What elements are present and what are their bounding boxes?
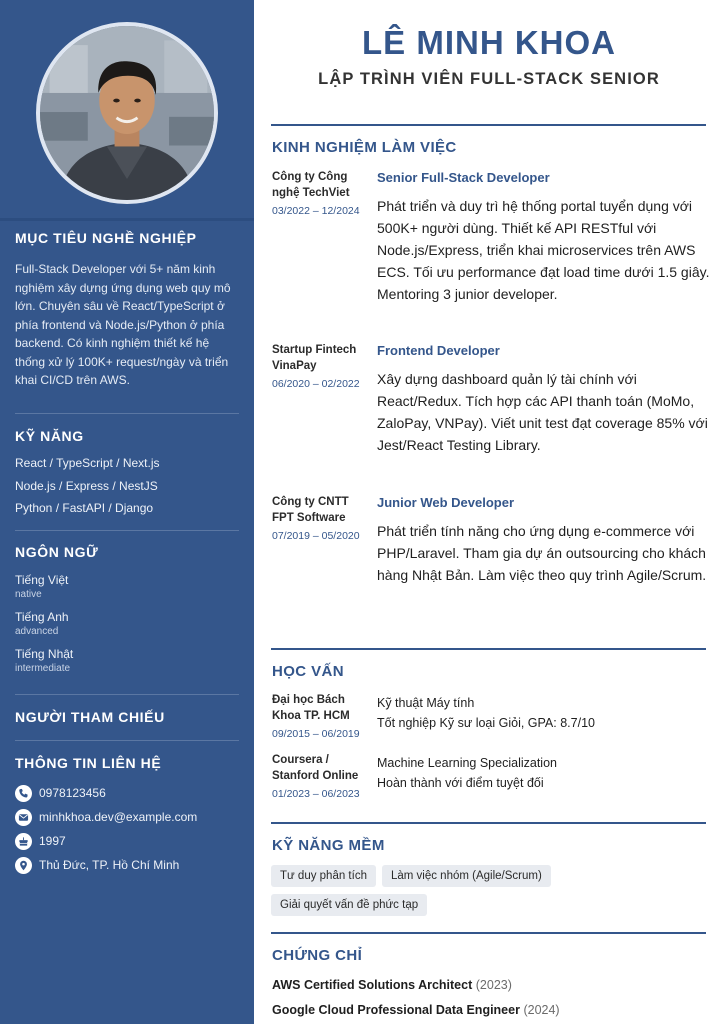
soft-skill-tag: Tư duy phân tích (271, 865, 376, 887)
job-position: Junior Web Developer (377, 495, 515, 510)
education-school: Coursera / Stanford Online (272, 754, 359, 782)
sidebar (0, 0, 254, 1024)
education-major: Kỹ thuật Máy tính (377, 696, 475, 710)
skill-item: Node.js / Express / NestJS (15, 478, 158, 493)
candidate-name: LÊ MINH KHOA (362, 24, 616, 61)
skill-item: React / TypeScript / Next.js (15, 456, 160, 470)
contact-birth-year (15, 829, 239, 853)
job-company: Công ty Công nghệ TechViet (272, 171, 350, 199)
candidate-role: LẬP TRÌNH VIÊN FULL-STACK SENIOR (318, 70, 660, 88)
skills-section (15, 428, 239, 520)
education-dates: 01/2023 – 06/2023 (272, 788, 360, 800)
email-icon (15, 809, 32, 826)
experience-title: KINH NGHIỆM LÀM VIỆC (272, 139, 457, 156)
references-section (15, 709, 239, 725)
sidebar-divider (15, 740, 239, 741)
soft-skills-title: KỸ NĂNG MỀM (272, 837, 385, 854)
soft-skill-tag: Làm việc nhóm (Agile/Scrum) (382, 865, 551, 887)
main-content (254, 0, 724, 1024)
certificate-item (272, 978, 512, 992)
language-name: Tiếng Việt (15, 573, 69, 587)
skill-item: Python / FastAPI / Django (15, 501, 154, 515)
language-name: Tiếng Anh (15, 610, 69, 624)
job-company: Công ty CNTT FPT Software (272, 496, 349, 524)
objective-text: Full-Stack Developer với 5+ năm kinh nghiệm xây dựng ứng dụng web quy mô lớn. Chuyên sâu về React/TypeScript ở phía frontend và Node.js/Python ở phía backend. Có kinh nghiệm thiết kế hệ thống xử lý 100K+ request/ngày và triển khai CI/CD trên AWS. (15, 262, 231, 387)
section-rule (271, 648, 706, 650)
cake-icon (15, 833, 32, 850)
sidebar-separator-band (0, 218, 254, 221)
job-position: Frontend Developer (377, 343, 500, 358)
section-rule (271, 932, 706, 934)
certificate-item (272, 1003, 560, 1017)
certificate-year: (2023) (475, 978, 512, 992)
soft-skill-tag: Giải quyết vấn đề phức tạp (271, 894, 427, 916)
language-level: native (15, 589, 42, 600)
contact-section (15, 755, 239, 877)
education-major: Machine Learning Specialization (377, 756, 557, 770)
job-position: Senior Full-Stack Developer (377, 170, 550, 185)
certificates-title: CHỨNG CHỈ (272, 947, 363, 964)
languages-section (15, 544, 239, 683)
education-title: HỌC VẤN (272, 663, 344, 680)
language-level: advanced (15, 626, 59, 637)
education-dates: 09/2015 – 06/2019 (272, 728, 360, 740)
contact-email[interactable] (15, 805, 239, 829)
certificate-name: Google Cloud Professional Data Engineer (272, 1003, 520, 1017)
birth-year-text: 1997 (39, 834, 66, 848)
objective-title: MỤC TIÊU NGHỀ NGHIỆP (15, 230, 197, 246)
language-level: intermediate (15, 663, 71, 674)
job-description: Phát triển và duy trì hệ thống portal tuyển dụng với 500K+ người dùng. Thiết kế API RESTful với Node.js/Express, triển khai microservices trên AWS ECS. Tối ưu performance đạt load time dưới 1.5 giây. Mentoring 3 junior developer. (377, 198, 710, 302)
address-text: Thủ Đức, TP. Hồ Chí Minh (39, 858, 180, 872)
profile-photo (36, 22, 218, 204)
phone-icon (15, 785, 32, 802)
job-dates: 06/2020 – 02/2022 (272, 378, 360, 390)
objective-section (15, 230, 239, 390)
contact-title: THÔNG TIN LIÊN HỆ (15, 755, 162, 771)
sidebar-divider (15, 694, 239, 695)
location-pin-icon (15, 857, 32, 874)
education-detail: Tốt nghiệp Kỹ sư loại Giỏi, GPA: 8.7/10 (377, 716, 595, 730)
sidebar-divider (15, 413, 239, 414)
email-text: minhkhoa.dev@example.com (39, 810, 198, 824)
languages-title: NGÔN NGỮ (15, 544, 99, 560)
section-rule (271, 124, 706, 126)
language-name: Tiếng Nhật (15, 647, 74, 661)
contact-phone[interactable] (15, 781, 239, 805)
skills-title: KỸ NĂNG (15, 428, 84, 444)
section-rule (271, 822, 706, 824)
job-description: Xây dựng dashboard quản lý tài chính với React/Redux. Tích hợp các API thanh toán (MoMo, ZaloPay, VNPay). Viết unit test đạt coverage 85% với Jest/React Testing Library. (377, 371, 708, 453)
job-dates: 03/2022 – 12/2024 (272, 205, 360, 217)
certificate-year: (2024) (523, 1003, 560, 1017)
references-title: NGƯỜI THAM CHIẾU (15, 709, 165, 725)
contact-address (15, 853, 239, 877)
soft-skills-tags (271, 865, 701, 916)
job-description: Phát triển tính năng cho ứng dụng e-commerce với PHP/Laravel. Tham gia dự án outsourcing cho khách hàng Nhật Bản. Làm việc theo quy trình Agile/Scrum. (377, 523, 707, 583)
sidebar-divider (15, 530, 239, 531)
job-dates: 07/2019 – 05/2020 (272, 530, 360, 542)
education-school: Đại học Bách Khoa TP. HCM (272, 694, 350, 722)
education-detail: Hoàn thành với điểm tuyệt đối (377, 776, 544, 790)
job-company: Startup Fintech VinaPay (272, 344, 357, 372)
phone-text: 0978123456 (39, 786, 106, 800)
certificate-name: AWS Certified Solutions Architect (272, 978, 473, 992)
